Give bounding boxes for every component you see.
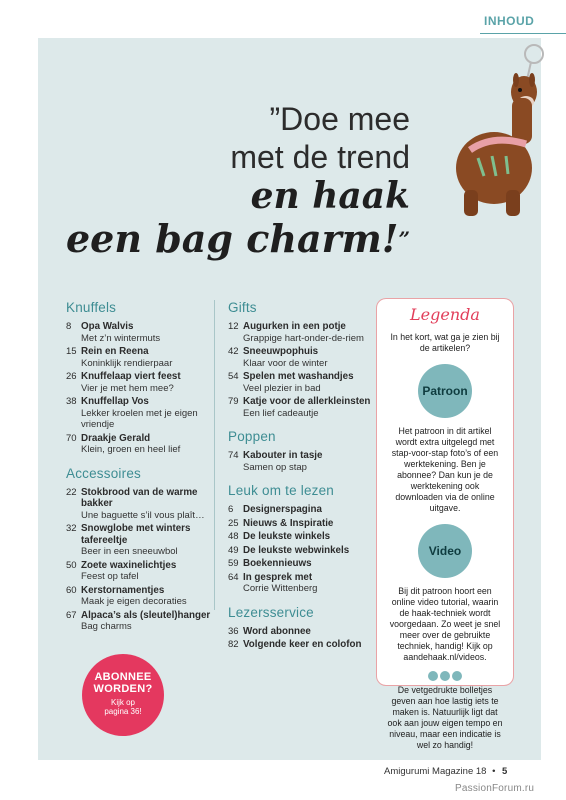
toc-entry-title: Opa Walvis — [81, 321, 134, 332]
toc-entry-text — [81, 371, 211, 394]
toc-page-number: 79 — [228, 396, 239, 407]
section-title-gifts: Gifts — [228, 300, 257, 315]
toc-entry-title: Sneeuwpophuis — [243, 346, 319, 357]
toc-entry-title: In gesprek met — [243, 571, 313, 583]
toc-entry-subtitle: Une baguette s’il vous plaît… — [81, 509, 205, 521]
legend-intro: In het kort, wat ga je zien bij de artikelen? — [390, 332, 500, 353]
toc-page-number: 26 — [66, 371, 77, 382]
alpaca-keychain-image — [448, 40, 548, 220]
toc-entry[interactable] — [228, 531, 373, 543]
toc-entry[interactable] — [66, 433, 211, 456]
difficulty-dot-icon — [452, 671, 462, 681]
difficulty-dot-icon — [440, 671, 450, 681]
toc-entry-title: Boekennieuws — [243, 558, 312, 569]
toc-entry-text — [243, 396, 373, 419]
toc-entry-text — [243, 346, 373, 369]
toc-entry-title: Volgende keer en colofon — [243, 639, 362, 650]
toc-entry[interactable] — [228, 346, 373, 369]
magazine-name: Amigurumi Magazine 18 — [384, 766, 487, 777]
toc-entry-title: Designerspagina — [243, 504, 322, 515]
toc-entry-text — [81, 346, 211, 369]
toc-entry-text — [81, 610, 211, 633]
list-accessoires — [66, 487, 211, 633]
toc-entry-text — [81, 321, 211, 344]
toc-entry-subtitle: Grappige hart-onder-de-riem — [243, 332, 364, 344]
toc-entry-text — [243, 558, 373, 570]
toc-entry-text — [81, 560, 211, 583]
toc-page-number: 32 — [66, 523, 77, 534]
toc-entry-title: Augurken in een potje — [243, 321, 346, 332]
toc-entry[interactable] — [66, 585, 211, 608]
toc-entry-subtitle: Feest op tafel — [81, 571, 139, 582]
toc-page-number: 70 — [66, 432, 77, 444]
toc-entry[interactable] — [66, 523, 211, 558]
quote-close-mark: ” — [398, 227, 410, 251]
quote-line-1: ”Doe mee — [269, 101, 410, 137]
toc-entry-subtitle: Een lief cadeautje — [243, 407, 319, 419]
section-title-lezersservice: Lezersservice — [228, 604, 314, 620]
toc-page-number: 6 — [228, 504, 234, 515]
toc-entry-title: Knuffellap Vos — [81, 396, 149, 407]
toc-entry[interactable] — [66, 487, 211, 522]
toc-page-number: 64 — [228, 571, 239, 583]
toc-entry-text — [243, 572, 373, 595]
toc-entry[interactable] — [66, 371, 211, 394]
toc-entry-text — [243, 626, 373, 638]
header-rule — [480, 33, 566, 34]
toc-entry-title: Spelen met washandjes — [243, 371, 354, 382]
toc-entry-text — [243, 531, 373, 543]
toc-entry[interactable] — [66, 610, 211, 633]
toc-entry-text — [243, 639, 373, 651]
toc-entry-text — [243, 504, 373, 516]
toc-entry-subtitle: Samen op stap — [243, 461, 307, 473]
toc-entry-title: De leukste winkels — [243, 531, 331, 542]
toc-entry-title: Draakje Gerald — [81, 432, 151, 444]
list-leuk — [228, 504, 373, 595]
toc-entry[interactable] — [228, 518, 373, 530]
toc-entry[interactable] — [66, 321, 211, 344]
toc-entry[interactable] — [228, 558, 373, 570]
toc-page-number: 48 — [228, 531, 239, 542]
section-title-knuffels: Knuffels — [66, 300, 117, 315]
toc-page-number: 50 — [66, 559, 77, 571]
toc-entry-title: De leukste webwinkels — [243, 544, 350, 556]
toc-entry-text — [243, 545, 373, 557]
toc-entry-title: Nieuws & Inspiratie — [243, 517, 334, 529]
legend-box — [376, 298, 514, 750]
badge-line-1: ABONNEE — [94, 671, 152, 683]
toc-entry-text — [81, 433, 211, 456]
toc-entry-subtitle: Bag charms — [81, 621, 132, 632]
toc-entry-subtitle: Vier je met hem mee? — [81, 382, 174, 394]
patroon-text: Het patroon in dit artikel wordt extra uitgelegd met stap-voor-stap foto’s of een werktekening. Ben je abonnee? Dan kun je de werktekening ook downloaden via de online uitgave. — [391, 426, 499, 513]
difficulty-dots — [387, 671, 503, 681]
toc-entry[interactable] — [228, 639, 373, 651]
toc-entry[interactable] — [66, 560, 211, 583]
toc-entry-title: Kabouter in tasje — [243, 450, 323, 461]
toc-page-number: 38 — [66, 396, 77, 407]
toc-page-number: 12 — [228, 321, 239, 332]
difficulty-dot-icon — [428, 671, 438, 681]
toc-entry-title: Stokbrood van de warme bakker — [81, 486, 198, 509]
toc-entry-title: Word abonnee — [243, 625, 311, 637]
toc-entry-text — [81, 523, 211, 558]
toc-page-number: 22 — [66, 486, 77, 498]
toc-entry-title: Kerstornamentjes — [81, 584, 165, 596]
toc-entry[interactable] — [66, 396, 211, 431]
footer-separator: • — [492, 766, 496, 777]
subscribe-badge[interactable] — [82, 654, 164, 736]
list-lezersservice — [228, 626, 373, 651]
intro-quote — [0, 100, 410, 262]
toc-page-number: 54 — [228, 371, 239, 382]
toc-page-number: 74 — [228, 450, 239, 461]
toc-entry-text — [243, 518, 373, 530]
quote-line-3: en haak — [250, 175, 410, 217]
toc-page-number: 59 — [228, 558, 239, 569]
toc-page-number: 36 — [228, 625, 239, 637]
toc-entry-title: Knuffelaap viert feest — [81, 371, 181, 382]
toc-entry[interactable] — [228, 626, 373, 638]
section-title-leuk: Leuk om te lezen — [228, 483, 335, 498]
patroon-badge: Patroon — [418, 364, 472, 418]
toc-entry-subtitle: Met z’n wintermuts — [81, 332, 161, 344]
quote-line-4 — [0, 216, 410, 262]
toc-entry-text — [81, 396, 211, 431]
badge-line-2: WORDEN? — [93, 683, 153, 695]
toc-entry-text — [243, 321, 373, 344]
badge-line-4: pagina 36! — [104, 707, 142, 716]
toc-entry[interactable] — [228, 450, 373, 473]
toc-entry-text — [81, 585, 211, 608]
toc-entry[interactable] — [228, 321, 373, 344]
toc-entry-title: Zoete waxinelichtjes — [81, 559, 177, 571]
toc-page-number: 8 — [66, 321, 72, 332]
toc-entry[interactable] — [228, 396, 373, 419]
toc-entry-text — [81, 487, 211, 522]
toc-entry-text — [243, 450, 373, 473]
section-title-poppen: Poppen — [228, 429, 276, 444]
toc-entry[interactable] — [228, 545, 373, 557]
toc-entry-title: Alpaca’s als (sleutel)hanger — [81, 609, 211, 621]
toc-page-number: 82 — [228, 639, 239, 650]
toc-page-number: 67 — [66, 609, 77, 621]
toc-entry-subtitle: Veel plezier in bad — [243, 382, 321, 394]
header-tag: INHOUD — [484, 14, 535, 28]
list-knuffels — [66, 321, 211, 456]
toc-entry-title: Rein en Reena — [81, 346, 149, 357]
section-title-accessoires: Accessoires — [66, 465, 141, 481]
toc-page-number: 25 — [228, 517, 239, 529]
page-number: 5 — [502, 766, 508, 777]
page-footer — [384, 766, 507, 777]
toc-entry-subtitle: Lekker kroelen met je eigen vriendje — [81, 407, 198, 430]
quote-line-4-text: een bag charm! — [65, 216, 399, 261]
toc-entry-text — [243, 371, 373, 394]
toc-page-number: 15 — [66, 346, 77, 357]
toc-column-1 — [66, 300, 211, 635]
toc-entry-subtitle: Klein, groen en heel lief — [81, 444, 181, 455]
toc-entry-title: Snowglobe met winters tafereeltje — [81, 523, 191, 546]
toc-page-number: 42 — [228, 346, 239, 357]
toc-entry-subtitle: Beer in een sneeuwbol — [81, 546, 178, 557]
toc-entry-subtitle: Koninklijk rendierpaar — [81, 357, 173, 369]
column-divider — [214, 300, 215, 610]
badge-line-3: Kijk op — [110, 698, 135, 707]
toc-entry-subtitle: Corrie Wittenberg — [243, 583, 318, 594]
list-gifts — [228, 321, 373, 419]
difficulty-text: De vetgedrukte bolletjes geven aan hoe lastig iets te maken is. Natuurlijk ligt dat ook aan jouw eigen tempo en niveau, maar een indicatie is wel zo handig! — [387, 685, 503, 750]
toc-column-2 — [228, 300, 373, 653]
legend-title: Legenda — [410, 305, 480, 324]
toc-entry-subtitle: Maak je eigen decoraties — [81, 596, 187, 607]
video-badge: Video — [418, 524, 472, 578]
toc-page-number: 49 — [228, 544, 239, 556]
toc-entry[interactable] — [66, 346, 211, 369]
toc-entry-subtitle: Klaar voor de winter — [243, 357, 328, 369]
toc-entry[interactable] — [228, 572, 373, 595]
toc-entry-title: Katje voor de allerkleinsten — [243, 396, 371, 407]
quote-line-2: met de trend — [230, 139, 410, 175]
video-text: Bij dit patroon hoort een online video tutorial, waarin de haak-techniek wordt voorgedaan. Zo weet je snel meer over de gebruikte techniek, handig! Kijk op aandehaak.nl/videos. — [389, 586, 501, 662]
toc-page-number: 60 — [66, 584, 77, 596]
watermark: PassionForum.ru — [455, 783, 535, 794]
list-poppen — [228, 450, 373, 473]
toc-entry[interactable] — [228, 371, 373, 394]
toc-entry[interactable] — [228, 504, 373, 516]
